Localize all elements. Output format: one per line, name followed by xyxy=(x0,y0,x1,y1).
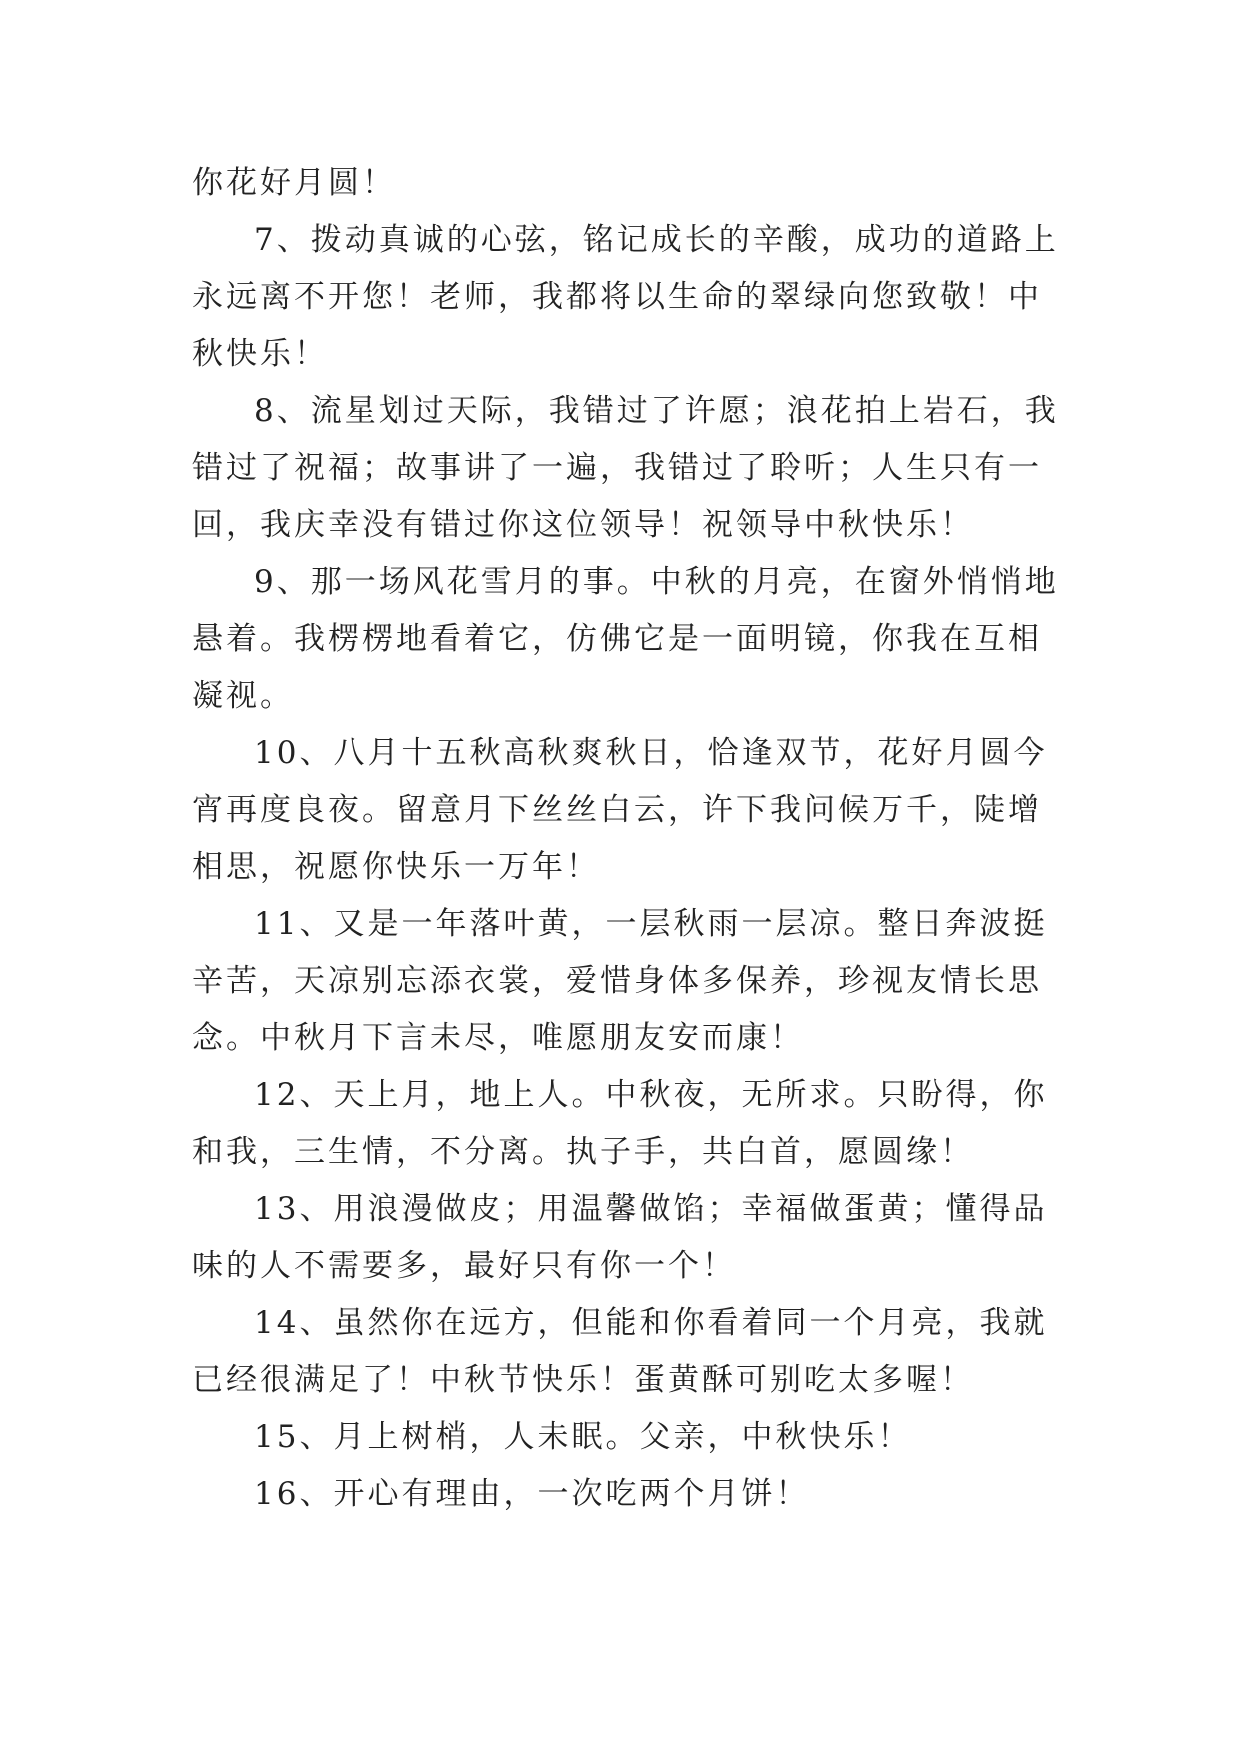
paragraph-11: 11、又是一年落叶黄，一层秋雨一层凉。整日奔波挺辛苦，天凉别忘添衣裳，爱惜身体多保养，珍视友情长思念。中秋月下言未尽，唯愿朋友安而康！ xyxy=(192,906,1048,1056)
paragraph-10: 10、八月十五秋高秋爽秋日，恰逢双节，花好月圆今宵再度良夜。留意月下丝丝白云，许下我问候万千，陡增相思，祝愿你快乐一万年！ xyxy=(192,735,1048,885)
paragraph-7: 7、拨动真诚的心弦，铭记成长的辛酸，成功的道路上永远离不开您！老师，我都将以生命的翠绿向您致敬！中秋快乐！ xyxy=(192,222,1059,372)
paragraph-continuation: 你花好月圆！ xyxy=(192,165,396,201)
paragraph-13: 13、用浪漫做皮；用温馨做馅；幸福做蛋黄；懂得品味的人不需要多，最好只有你一个！ xyxy=(192,1191,1048,1284)
paragraph-8: 8、流星划过天际，我错过了许愿；浪花拍上岩石，我错过了祝福；故事讲了一遍，我错过了聆听；人生只有一回，我庆幸没有错过你这位领导！祝领导中秋快乐！ xyxy=(192,393,1059,543)
paragraph-12: 12、天上月，地上人。中秋夜，无所求。只盼得，你和我，三生情，不分离。执子手，共白首，愿圆缘！ xyxy=(192,1077,1048,1170)
paragraph-14: 14、虽然你在远方，但能和你看着同一个月亮，我就已经很满足了！中秋节快乐！蛋黄酥可别吃太多喔！ xyxy=(192,1305,1048,1398)
document-body xyxy=(192,155,1072,1523)
paragraph-15: 15、月上树梢，人未眠。父亲，中秋快乐！ xyxy=(254,1419,912,1455)
paragraph-16: 16、开心有理由，一次吃两个月饼！ xyxy=(254,1476,810,1512)
paragraph-9: 9、那一场风花雪月的事。中秋的月亮，在窗外悄悄地悬着。我楞楞地看着它，仿佛它是一面明镜，你我在互相凝视。 xyxy=(192,564,1059,714)
